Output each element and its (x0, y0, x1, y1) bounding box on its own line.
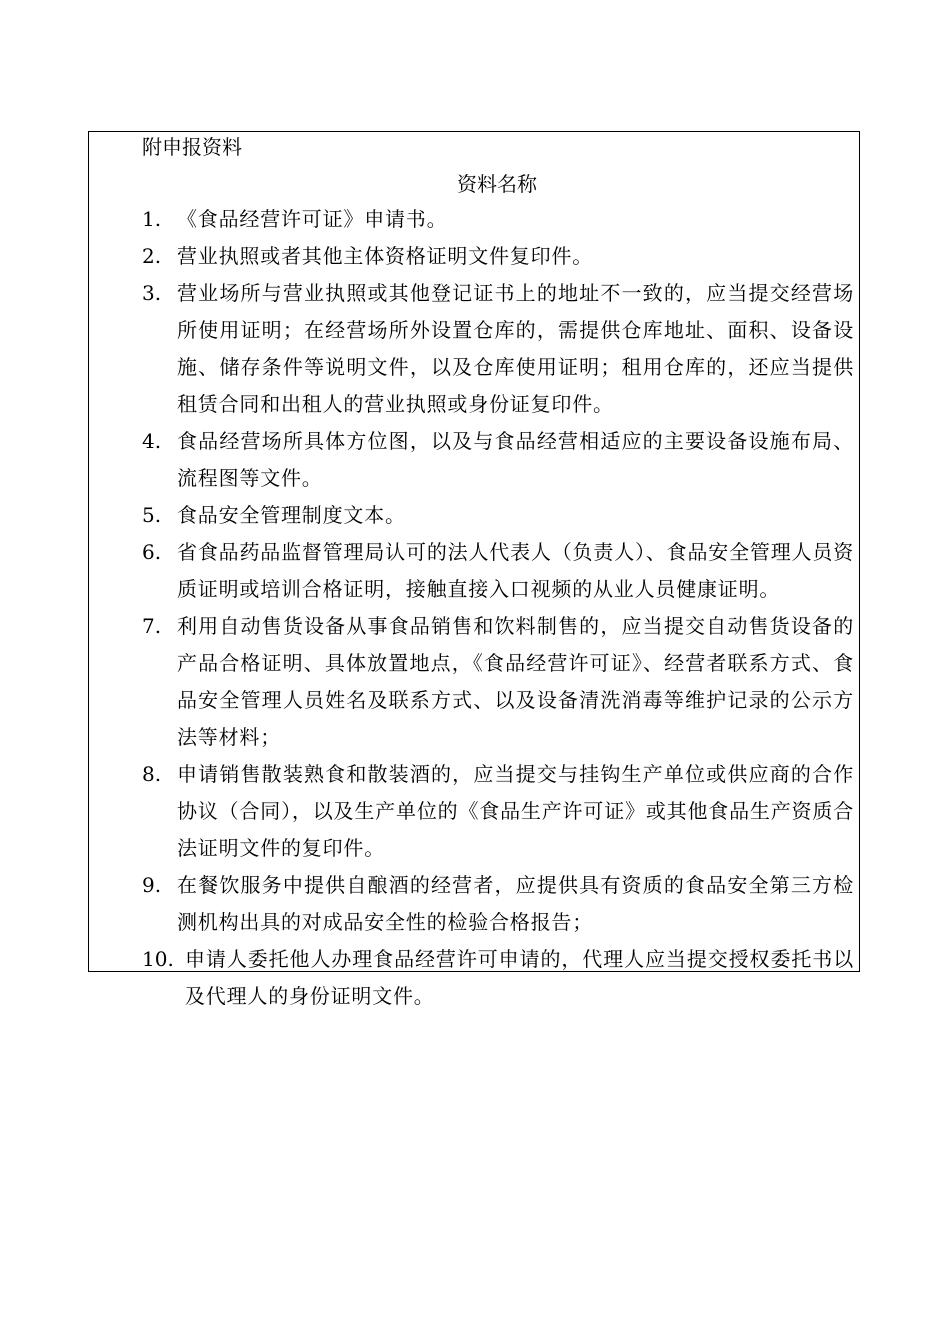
item-text: 省食品药品监督管理局认可的法人代表人（负责人）、食品安全管理人员资质证明或培训合格证明，接触直接入口视频的从业人员健康证明。 (177, 540, 854, 601)
item-text: 利用自动售货设备从事食品销售和饮料制售的，应当提交自动售货设备的产品合格证明、具体放置地点，《食品经营许可证》、经营者联系方式、食品安全管理人员姓名及联系方式、以及设备清洗消毒等维护记录的公示方法等材料； (177, 614, 854, 749)
list-item (142, 423, 854, 497)
list-item (142, 238, 854, 275)
item-number: 1. (142, 207, 162, 231)
list-item (142, 867, 854, 941)
list-item (142, 941, 854, 1015)
list-item (142, 275, 854, 423)
item-number: 2. (142, 244, 162, 268)
list-item (142, 534, 854, 608)
item-text: 《食品经营许可证》申请书。 (177, 207, 448, 231)
column-title: 资料名称 (457, 172, 537, 196)
list-item (142, 201, 854, 238)
item-number: 3. (142, 281, 162, 305)
list-item (142, 497, 854, 534)
item-number: 6. (142, 540, 162, 564)
item-text: 申请销售散装熟食和散装酒的，应当提交与挂钩生产单位或供应商的合作协议（合同），以及生产单位的《食品生产许可证》或其他食品生产资质合法证明文件的复印件。 (177, 762, 854, 860)
materials-list (142, 201, 854, 1015)
item-number: 4. (142, 429, 162, 453)
item-text: 在餐饮服务中提供自酿酒的经营者，应提供具有资质的食品安全第三方检测机构出具的对成品安全性的检验合格报告； (177, 873, 854, 934)
list-item (142, 756, 854, 867)
section-heading: 附申报资料 (142, 135, 242, 159)
item-number: 5. (142, 503, 162, 527)
item-number: 9. (142, 873, 162, 897)
list-item (142, 608, 854, 756)
item-number: 10. (142, 947, 174, 971)
item-text: 营业场所与营业执照或其他登记证书上的地址不一致的，应当提交经营场所使用证明；在经营场所外设置仓库的，需提供仓库地址、面积、设备设施、储存条件等说明文件，以及仓库使用证明；租用仓库的，还应当提供租赁合同和出租人的营业执照或身份证复印件。 (177, 281, 854, 416)
item-text: 营业执照或者其他主体资格证明文件复印件。 (177, 244, 593, 268)
item-text: 食品安全管理制度文本。 (177, 503, 406, 527)
item-text: 申请人委托他人办理食品经营许可申请的，代理人应当提交授权委托书以及代理人的身份证明文件。 (185, 947, 854, 1008)
item-text: 食品经营场所具体方位图，以及与食品经营相适应的主要设备设施布局、流程图等文件。 (177, 429, 854, 490)
item-number: 8. (142, 762, 162, 786)
item-number: 7. (142, 614, 162, 638)
